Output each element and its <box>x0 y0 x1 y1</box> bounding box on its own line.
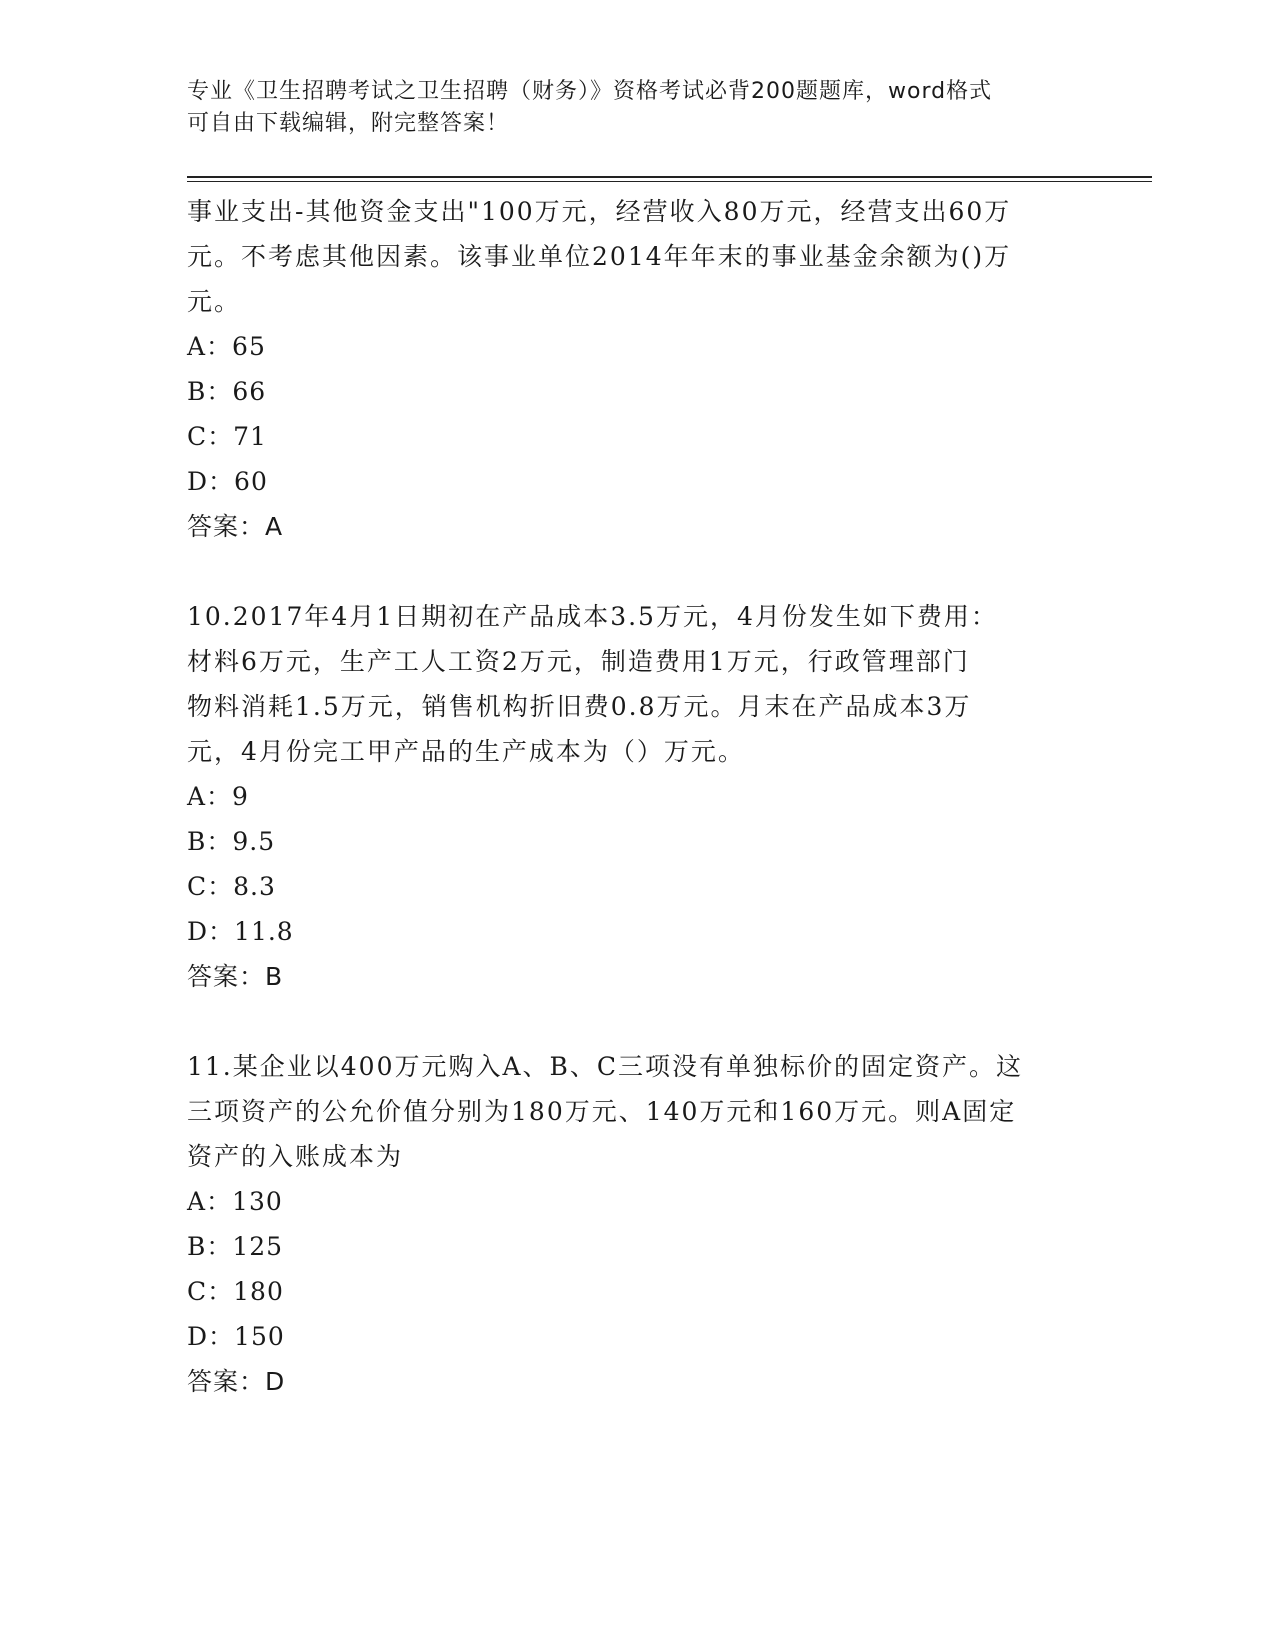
option-a: A：130 <box>187 1187 283 1216</box>
option-b: B：125 <box>187 1232 284 1261</box>
spacer <box>187 549 1077 594</box>
answer-label: 答案：A <box>187 512 284 541</box>
question-block <box>187 189 1077 549</box>
option-c: C：8.3 <box>187 872 276 901</box>
header-rule-thin <box>187 181 1152 182</box>
question-text-line: 元，4月份完工甲产品的生产成本为（）万元。 <box>187 737 745 766</box>
question-text-line: 三项资产的公允价值分别为180万元、140万元和160万元。则A固定 <box>187 1097 1017 1126</box>
option-d: D：11.8 <box>187 917 294 946</box>
option-b: B：9.5 <box>187 827 276 856</box>
option-d: D：150 <box>187 1322 285 1351</box>
option-a: A：65 <box>187 332 266 361</box>
question-text-line: 事业支出-其他资金支出"100万元，经营收入80万元，经营支出60万 <box>187 197 1012 226</box>
question-block <box>187 594 1077 999</box>
spacer <box>187 999 1077 1044</box>
question-text-line: 资产的入账成本为 <box>187 1142 404 1171</box>
question-text-line: 元。 <box>187 287 242 316</box>
question-block <box>187 1044 1077 1404</box>
question-text-line: 10.2017年4月1日期初在产品成本3.5万元，4月份发生如下费用： <box>187 602 998 631</box>
question-text-line: 物料消耗1.5万元，销售机构折旧费0.8万元。月末在产品成本3万 <box>187 692 972 721</box>
answer-label: 答案：B <box>187 962 284 991</box>
header-line-2: 可自由下载编辑，附完整答案！ <box>187 111 510 136</box>
question-list <box>187 189 1077 1404</box>
option-c: C：71 <box>187 422 267 451</box>
answer-label: 答案：D <box>187 1367 286 1396</box>
question-text-line: 元。不考虑其他因素。该事业单位2014年年末的事业基金余额为()万 <box>187 242 1012 271</box>
option-d: D：60 <box>187 467 268 496</box>
option-a: A：9 <box>187 782 249 811</box>
option-b: B：66 <box>187 377 267 406</box>
question-text-line: 材料6万元，生产工人工资2万元，制造费用1万元，行政管理部门 <box>187 647 970 676</box>
option-c: C：180 <box>187 1277 284 1306</box>
header-line-1: 专业《卫生招聘考试之卫生招聘（财务）》资格考试必背200题题库，word格式 <box>187 79 993 104</box>
document-header <box>187 76 1067 140</box>
question-text-line: 11.某企业以400万元购入A、B、C三项没有单独标价的固定资产。这 <box>187 1052 1024 1081</box>
header-rule-thick <box>187 176 1152 178</box>
